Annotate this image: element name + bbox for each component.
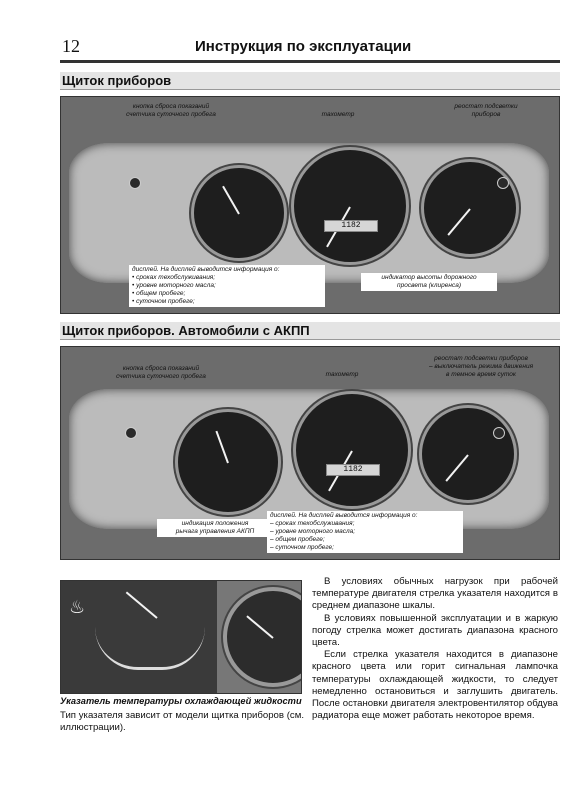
callout-display-automatic: дисплей. На дисплей выводится информация о: – сроках техобслуживания; – уровне моторного масла; – общем пробеге; – суточном пробеге;	[267, 511, 463, 553]
temperature-gauge-photo	[60, 580, 302, 694]
tachometer-gauge	[421, 159, 519, 257]
rheostat-knob	[497, 177, 509, 189]
temperature-arc	[95, 627, 205, 670]
temperature-gauge-left-photo	[61, 581, 217, 693]
tachometer-needle	[447, 208, 470, 235]
callout-trip-reset: кнопка сброса показаний счетчика суточного пробега	[126, 103, 216, 118]
instrument-cluster-photo	[60, 96, 560, 314]
odometer-display-automatic: 1182	[326, 464, 380, 476]
temperature-gauge-caption: Указатель температуры охлаждающей жидкости	[60, 696, 302, 706]
temperature-needle-left	[126, 592, 158, 619]
callout-tachometer: тахометр	[321, 111, 355, 118]
callout-rheostat-automatic: реостат подсветки приборов – выключатель режима движения в темное время суток	[428, 355, 534, 378]
page-number: 12	[62, 36, 80, 56]
callout-tachometer-automatic: тахометр	[325, 371, 359, 378]
paragraph: Если стрелка указателя находится в диапазоне красного цвета или горит сигнальная лампочка температуры охлаждающей жидкости, то следует немедленно остановиться и заглушить двигатель. После остановки двигателя электровентилятор обдува радиатора еще может работать некоторое время.	[312, 649, 558, 722]
callout-display: дисплей. На дисплей выводится информация о: • сроках техобслуживания; • уровне моторного масла; • общем пробеге; • суточном пробеге;	[129, 265, 325, 307]
gear-fuel-gauge	[175, 409, 281, 515]
instrument-cluster-automatic-photo	[60, 346, 560, 560]
callout-trip-reset-automatic: кнопка сброса показаний счетчика суточного пробега	[116, 365, 206, 380]
thermometer-icon: ♨	[69, 597, 86, 617]
callout-gear-indicator: индикация положения рычага управления АКПП	[157, 519, 273, 537]
fuel-temp-gauge	[191, 165, 287, 261]
temperature-caption-text: Тип указателя зависит от модели щитка приборов (см. иллюстрации).	[60, 710, 304, 734]
rheostat-knob-automatic	[493, 427, 505, 439]
fuel-needle-automatic	[215, 431, 229, 464]
temperature-gauge-right	[223, 587, 302, 687]
paragraph: В условиях повышенной эксплуатации и в жаркую погоду стрелка может достигать диапазона красного цвета.	[312, 612, 558, 649]
odometer-display: 1182	[324, 220, 378, 232]
callout-headlight: индикатор высоты дорожного просвета (клиренса)	[361, 273, 497, 291]
tachometer-needle-automatic	[445, 454, 468, 481]
callout-rheostat: реостат подсветки приборов	[454, 103, 518, 118]
section-title-instrument-cluster: Щиток приборов	[60, 72, 560, 90]
fuel-needle	[222, 186, 240, 215]
header-rule	[60, 60, 560, 63]
speedometer-automatic	[293, 391, 411, 509]
body-text-column	[312, 576, 558, 722]
speedometer	[291, 147, 409, 265]
section-title-automatic: Щиток приборов. Автомобили с АКПП	[60, 322, 560, 340]
tachometer-gauge-automatic	[419, 405, 517, 503]
trip-reset-knob-automatic	[125, 427, 137, 439]
trip-reset-knob	[129, 177, 141, 189]
temperature-needle-right	[246, 615, 273, 638]
paragraph: В условиях обычных нагрузок при рабочей температуре двигателя стрелка указателя находится в среднем диапазоне шкалы.	[312, 576, 558, 612]
running-head: Инструкция по эксплуатации	[195, 38, 412, 55]
